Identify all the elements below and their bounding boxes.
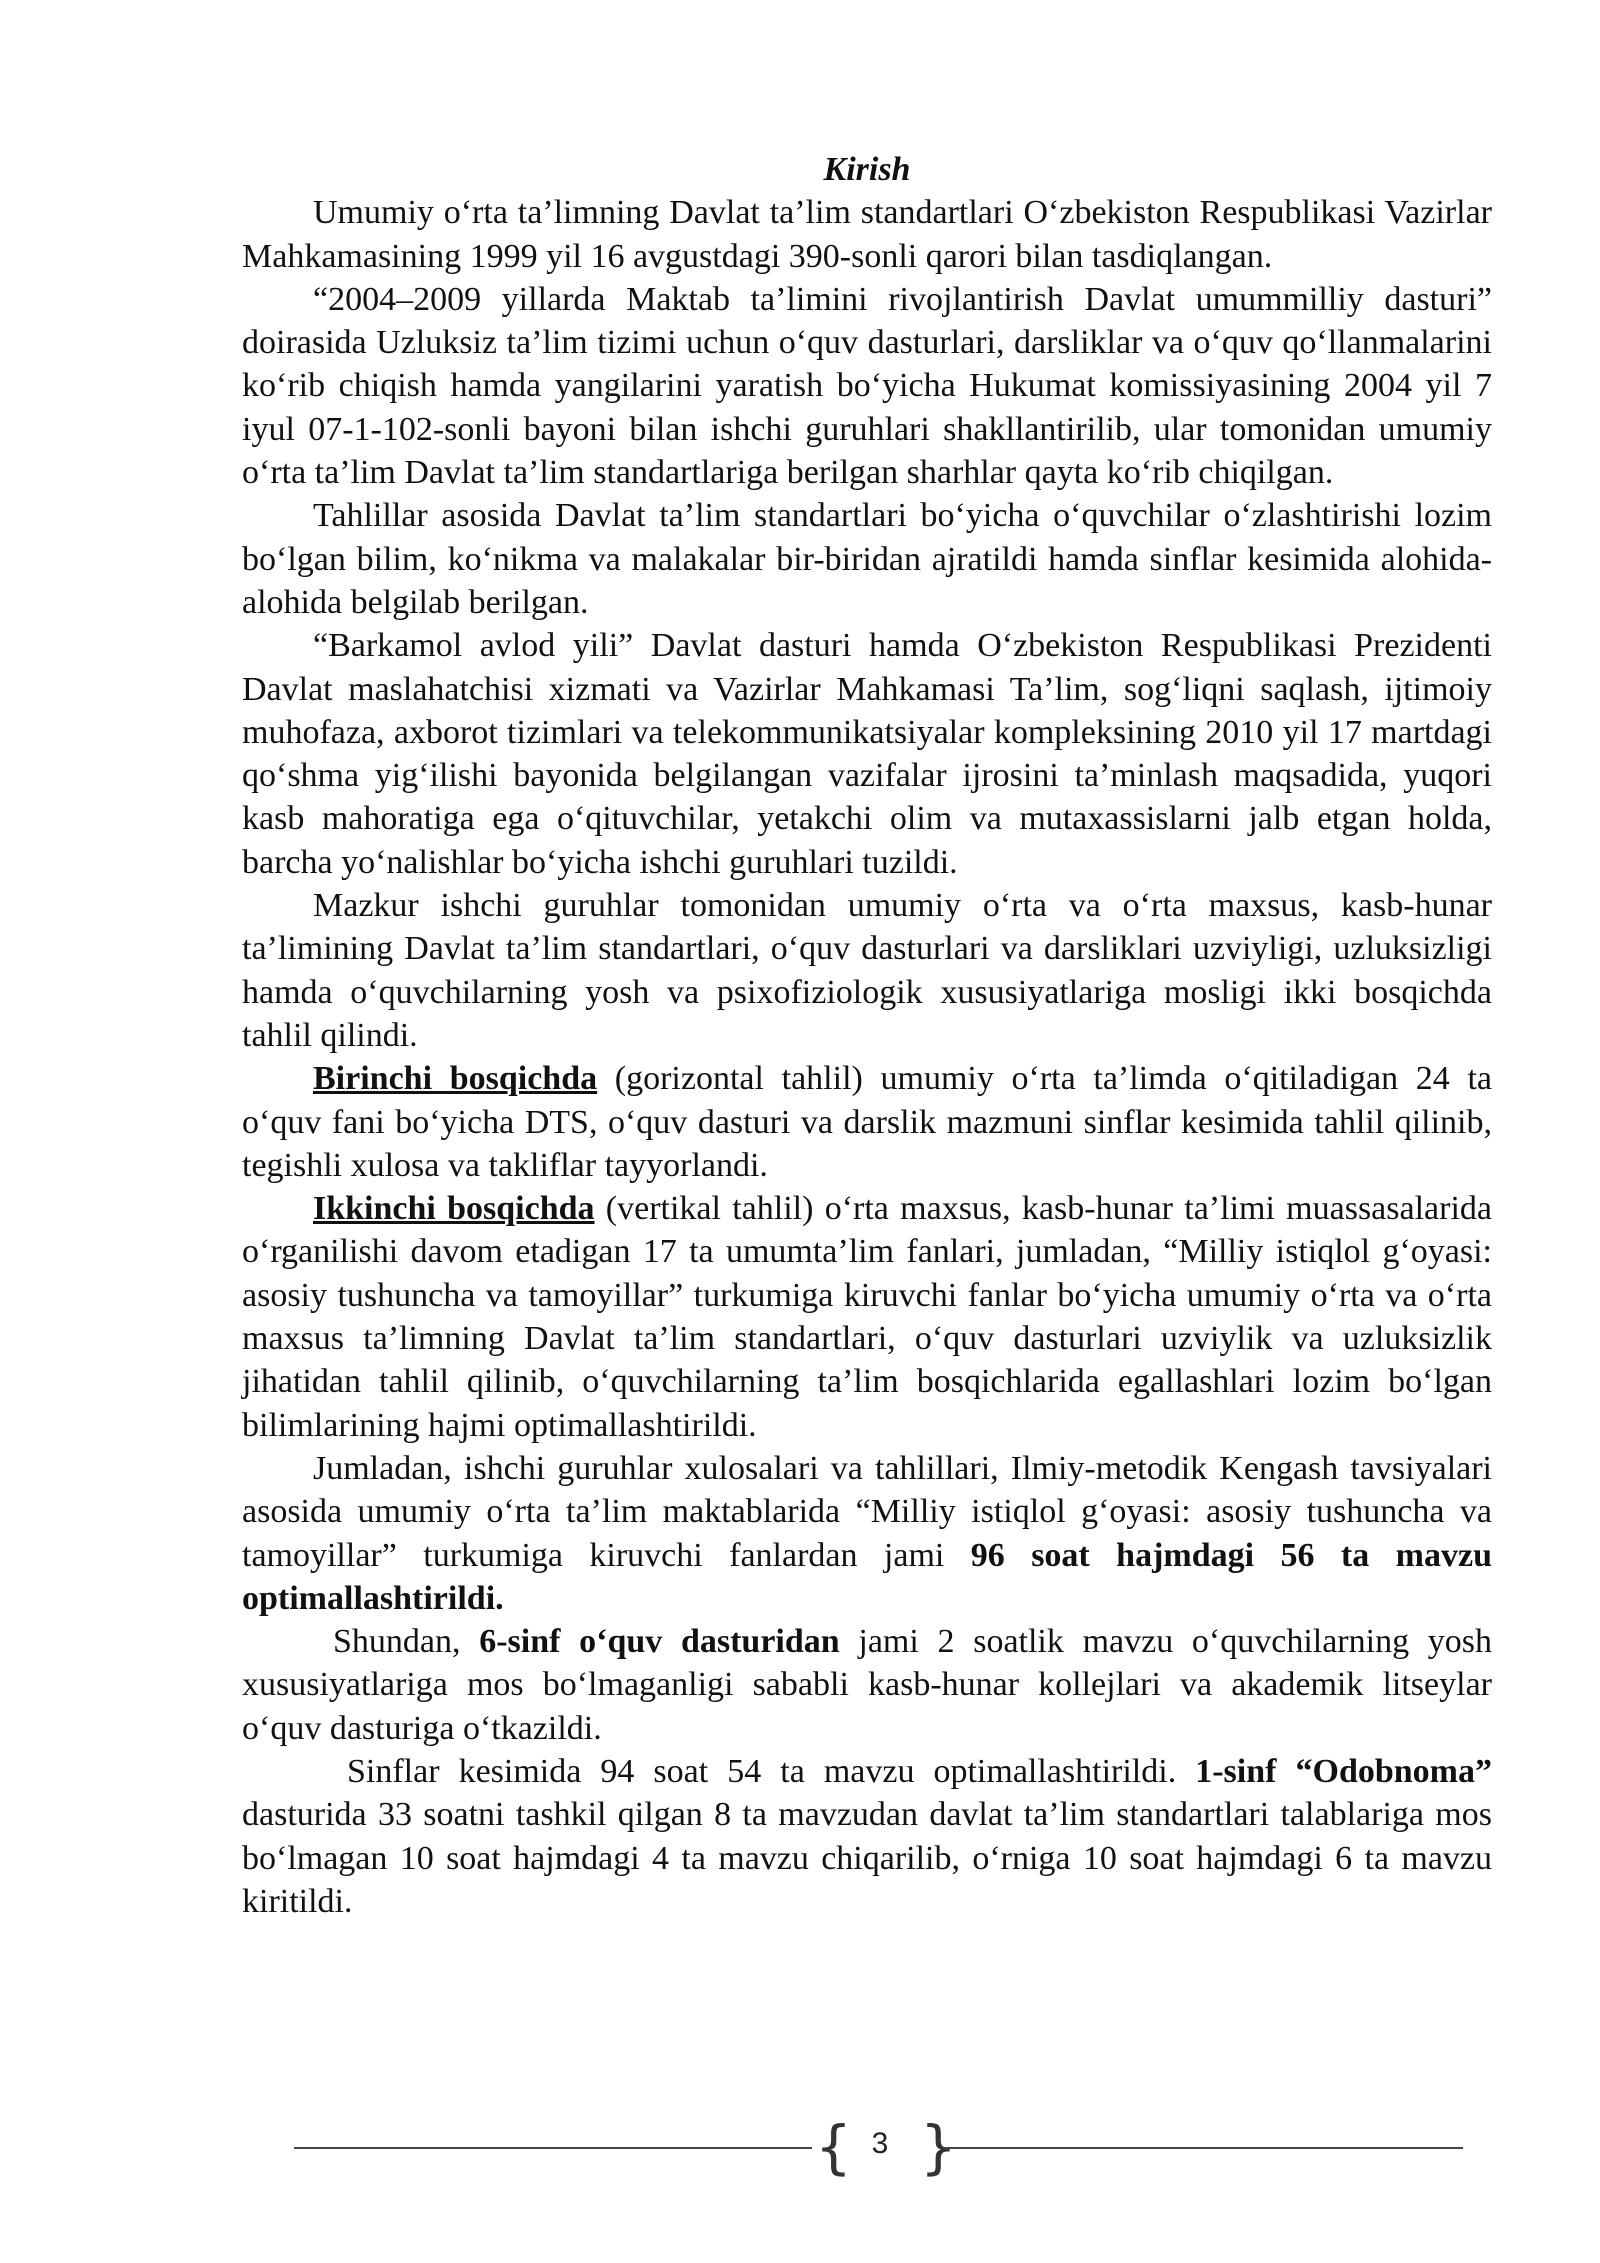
- paragraph-9-bold: 6-sinf o‘quv dasturidan: [479, 1623, 840, 1661]
- paragraph-1: Umumiy o‘rta ta’limning Davlat ta’lim standartlari O‘zbekiston Respublikasi Vazirlar Mahkamasining 1999 yil 16 avgustdagi 390-sonli qarori bilan tasdiqlangan.: [242, 194, 1492, 275]
- paragraph-8: [242, 1447, 1492, 1620]
- paragraph-10-body: dasturida 33 soatni tashkil qilgan 8 ta mavzudan davlat ta’lim standartlari talablariga mos bo‘lmagan 10 soat hajmdagi 4 ta mavzu chiqarilib, o‘rniga 10 soat hajmdagi 6 ta mavzu kiritildi.: [242, 1796, 1492, 1920]
- footer-rule-left: [294, 2147, 812, 2149]
- paragraph-7: [242, 1187, 1492, 1447]
- left-brace-icon: {: [815, 2113, 852, 2181]
- paragraph-6: [242, 1057, 1492, 1187]
- paragraph-4: “Barkamol avlod yili” Davlat dasturi hamda O‘zbekiston Respublikasi Prezidenti Davlat maslahatchisi xizmati va Vazirlar Mahkamasi Ta’lim, sog‘liqni saqlash, ijtimoiy muhofaza, axborot tizimlari va telekommunikatsiyalar kompleksining 2010 yil 17 martdagi qo‘shma yig‘ilishi bayonida belgilangan vazifalar ijrosini ta’minlash maqsadida, yuqori kasb mahoratiga ega o‘qituvchilar, yetakchi olim va mutaxassislarni jalb etgan holda, barcha yo‘nalishlar bo‘yicha ishchi guruhlari tuzildi.: [242, 627, 1492, 881]
- page-number: 3: [871, 2127, 889, 2160]
- page-footer: [0, 2115, 1600, 2195]
- paragraph-10: [242, 1750, 1492, 1923]
- right-brace-icon: }: [920, 2113, 957, 2181]
- paragraph-9-body: jami 2 soatlik mavzu o‘quvchilarning yosh xususiyatlariga mos bo‘lmaganligi sababli kasb-hunar kollejlari va akademik litseylar o‘quv dasturiga o‘tkazildi.: [242, 1623, 1492, 1747]
- second-stage-heading: Ikkinchi bosqichda: [313, 1190, 595, 1228]
- document-page: [242, 148, 1492, 1923]
- paragraph-7-body: (vertikal tahlil) o‘rta maxsus, kasb-hunar ta’limi muassasalarida o‘rganilishi davom etadigan 17 ta umumta’lim fanlari, jumladan, “Milliy istiqlol g‘oyasi: asosiy tushuncha va tamoyillar” turkumiga kiruvchi fanlar bo‘yicha umumiy o‘rta va o‘rta maxsus ta’limning Davlat ta’lim standartlari, o‘quv dasturlari uzviylik va uzluksizlik jihatidan tahlil qilinib, o‘quvchilarning ta’lim bosqichlarida egallashlari lozim bo‘lgan bilimlarining hajmi optimallashtirildi.: [242, 1190, 1492, 1444]
- paragraph-3: Tahlillar asosida Davlat ta’lim standartlari bo‘yicha o‘quvchilar o‘zlashtirishi lozim bo‘lgan bilim, ko‘nikma va malakalar bir-biridan ajratildi hamda sinflar kesimida alohida-alohida belgilab berilgan.: [242, 497, 1492, 621]
- paragraph-8-body: Jumladan, ishchi guruhlar xulosalari va tahlillari, Ilmiy-metodik Kengash tavsiyalari asosida umumiy o‘rta ta’lim maktablarida “Milliy istiqlol g‘oyasi: asosiy tushuncha va tamoyillar” turkumiga kiruvchi fanlardan jami: [242, 1449, 1492, 1574]
- first-stage-heading: Birinchi bosqichda: [313, 1060, 598, 1098]
- paragraph-9: [242, 1620, 1492, 1750]
- paragraph-8-bold: 96 soat hajmdagi 56 ta mavzu optimallashtirildi.: [242, 1536, 1492, 1617]
- footer-rule-right: [943, 2147, 1463, 2149]
- paragraph-10-bold: 1-sinf “Odobnoma”: [1195, 1752, 1493, 1790]
- paragraph-2: “2004–2009 yillarda Maktab ta’limini rivojlantirish Davlat umummilliy dasturi” doirasida Uzluksiz ta’lim tizimi uchun o‘quv dasturlari, darsliklar va o‘quv qo‘llanmalarini ko‘rib chiqish hamda yangilarini yaratish bo‘yicha Hukumat komissiyasining 2004 yil 7 iyul 07-1-102-sonli bayoni bilan ishchi guruhlari shakllantirilib, ular tomonidan umumiy o‘rta ta’lim Davlat ta’lim standartlariga berilgan sharhlar qayta ko‘rib chiqilgan.: [242, 280, 1492, 492]
- paragraph-9-pre: Shundan,: [333, 1623, 480, 1661]
- page-title: Kirish: [823, 151, 911, 188]
- paragraph-10-pre: Sinflar kesimida 94 soat 54 ta mavzu optimallashtirildi.: [347, 1752, 1196, 1790]
- paragraph-5: Mazkur ishchi guruhlar tomonidan umumiy o‘rta va o‘rta maxsus, kasb-hunar ta’limining Davlat ta’lim standartlari, o‘quv dasturlari va darsliklari uzviyligi, uzluksizligi hamda o‘quvchilarning yosh va psixofiziologik xususiyatlariga mosligi ikki bosqichda tahlil qilindi.: [242, 887, 1492, 1054]
- paragraph-6-body: (gorizontal tahlil) umumiy o‘rta ta’limda o‘qitiladigan 24 ta o‘quv fani bo‘yicha DTS, o‘quv dasturi va darslik mazmuni sinflar kesimida tahlil qilinib, tegishli xulosa va takliflar tayyorlandi.: [242, 1060, 1492, 1184]
